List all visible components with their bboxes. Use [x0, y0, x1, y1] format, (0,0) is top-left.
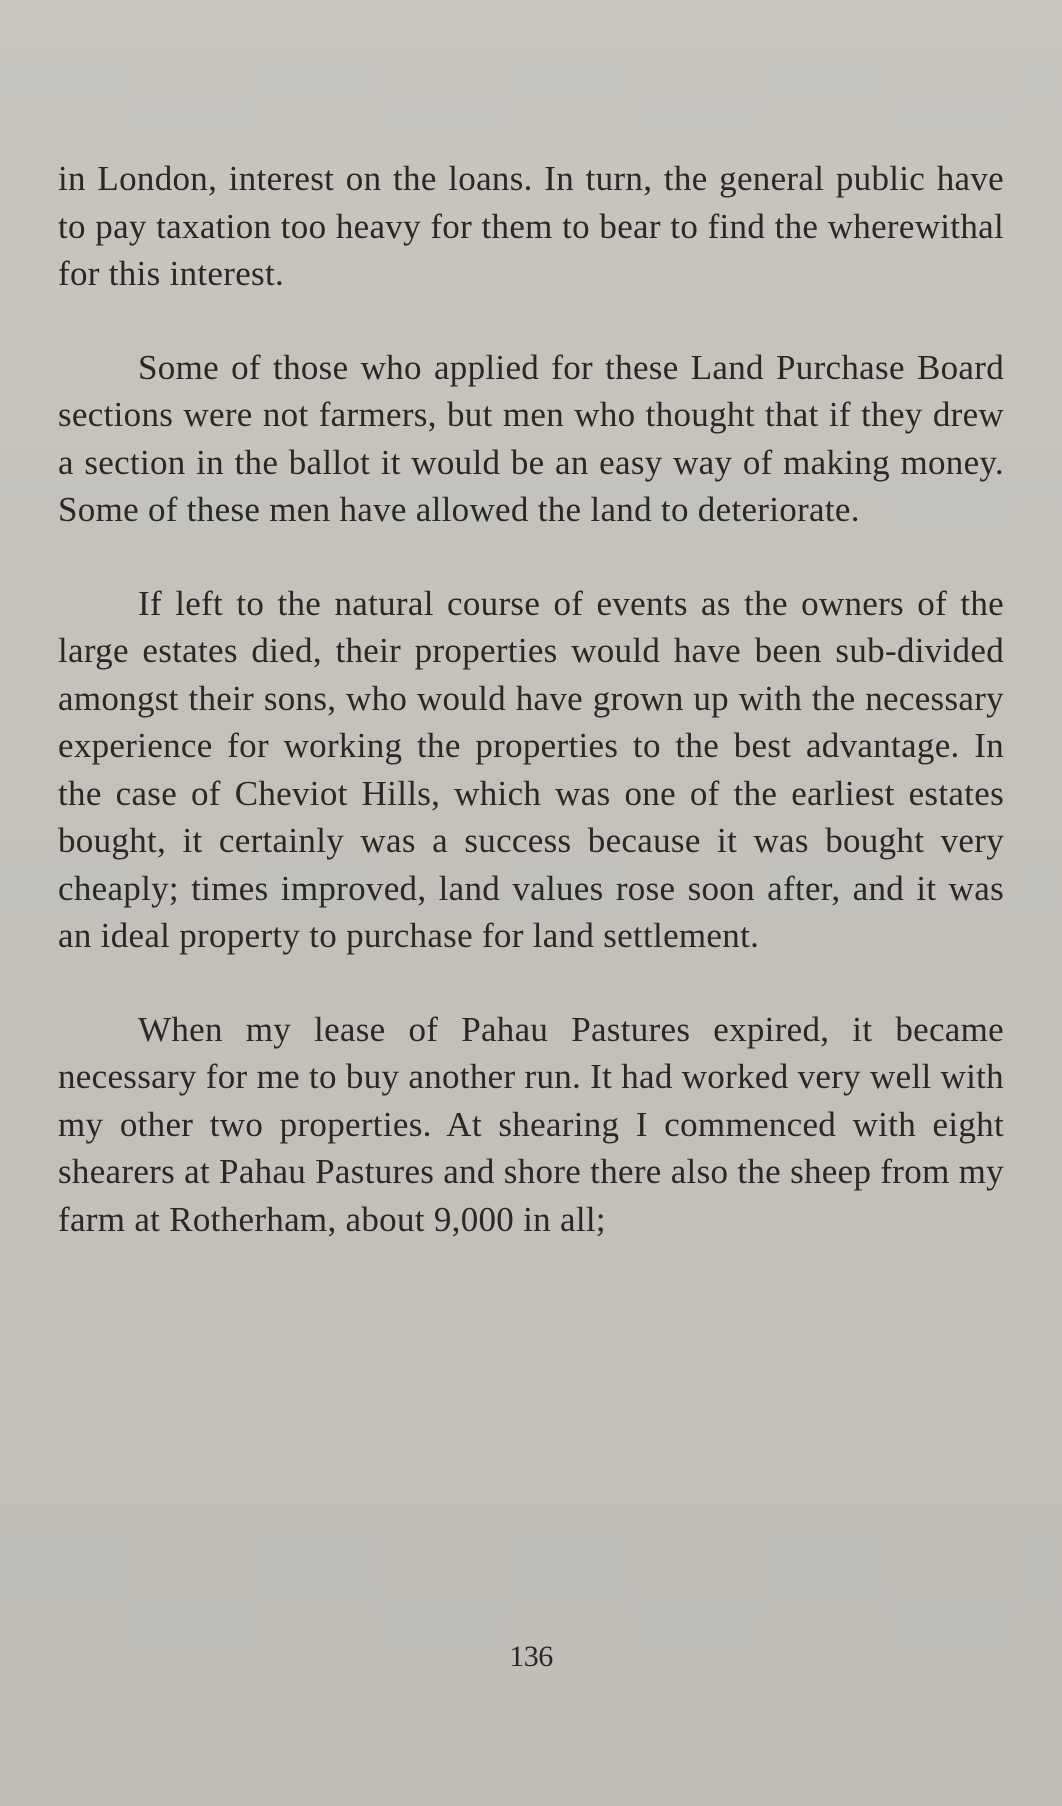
body-text: [58, 155, 1004, 1289]
paragraph-large-estates: If left to the natural course of events as the owners of the large estates died, their properties would have been sub-divided amongst their sons, who would have grown up with the necessary experience for working the properties to the best advantage. In the case of Cheviot Hills, which was one of the earliest estates bought, it certainly was a success because it was bought very cheaply; times improved, land values rose soon after, and it was an ideal property to purchase for land settlement.: [58, 583, 1004, 955]
paragraph-land-purchase: Some of those who applied for these Land Purchase Board sections were not farmers, but men who thought that if they drew a section in the ballot it would be an easy way of making money. Some of these men have allowed the land to deteriorate.: [58, 347, 1004, 529]
page-number: 136: [509, 1640, 553, 1673]
paragraph-pahau-pastures: When my lease of Pahau Pastures expired, it became necessary for me to buy another run. It had worked very well with my other two properties. At shearing I commenced with eight shearers at Pahau Pastures and shore there also the sheep from my farm at Rotherham, about 9,000 in all;: [58, 1009, 1004, 1239]
paragraph-continued: in London, interest on the loans. In turn, the general public have to pay taxation too heavy for them to bear to find the wherewithal for this interest.: [58, 159, 1004, 293]
